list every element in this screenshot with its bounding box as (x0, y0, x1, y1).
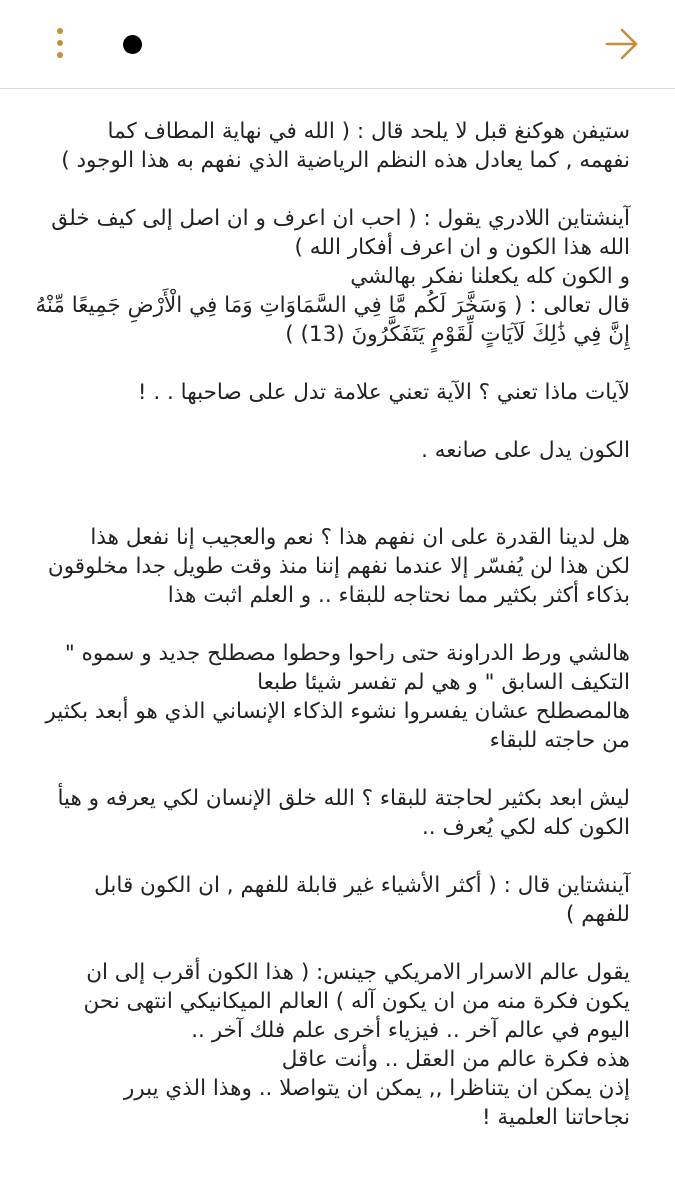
text-line: بذكاء أكثر بكثير مما نحتاجه للبقاء .. و العلم اثبت هذا (167, 583, 630, 608)
quran-verse-line: قال تعالى : ( وَسَخَّرَ لَكُم مَّا فِي السَّمَاوَاتِ وَمَا فِي الْأَرْضِ جَمِيعًا مِّنْهُ (35, 293, 630, 318)
text-line: من حاجته للبقاء (489, 728, 630, 753)
text-line: هالشي ورط الدراونة حتى راحوا وحطوا مصطلح جديد و سموه " (64, 641, 630, 666)
text-line: هذه فكرة عالم من العقل .. وأنت عاقل (281, 1047, 630, 1072)
text-line: ستيفن هوكنغ قبل لا يلحد قال : ( الله في نهاية المطاف كما (107, 119, 630, 144)
text-line: لكن هذا لن يُفسّر إلا عندما نفهم إننا منذ وقت طويل جدا مخلوقون (47, 554, 630, 579)
paragraph (30, 117, 630, 175)
paragraph (30, 378, 630, 407)
paragraph (30, 204, 630, 349)
top-app-bar (0, 0, 675, 89)
menu-dot (57, 28, 63, 34)
text-line: الكون يدل على صانعه . (421, 438, 630, 463)
text-line: الكون كله لكي يُعرف .. (421, 815, 630, 840)
menu-dot (57, 52, 63, 58)
text-line: و الكون كله يكعلنا نفكر بهالشي (350, 264, 630, 289)
text-line: ليش ابعد بكثير لحاجتة للبقاء ؟ الله خلق الإنسان لكي يعرفه و هيأ (57, 786, 630, 811)
post-body (30, 117, 630, 1161)
paragraph (30, 871, 630, 929)
quran-verse-line: إِنَّ فِي ذَٰلِكَ لَآيَاتٍ لِّقَوْمٍ يَتَفَكَّرُونَ (13) ) (285, 322, 630, 347)
text-line: للفهم ) (566, 902, 630, 927)
paragraph (30, 523, 630, 610)
paragraph (30, 784, 630, 842)
forward-arrow-icon[interactable] (600, 22, 644, 66)
text-line: آينشتاين قال : ( أكثر الأشياء غير قابلة للفهم , ان الكون قابل (94, 873, 630, 898)
text-line: يقول عالم الاسرار الامريكي جينس: ( هذا الكون أقرب إلى ان (86, 960, 630, 985)
record-dot-icon (123, 35, 142, 54)
text-line: لآيات ماذا تعني ؟ الآية تعني علامة تدل على صاحبها . . ! (137, 380, 630, 405)
text-line: هالمصطلح عشان يفسروا نشوء الذكاء الإنساني الذي هو أبعد بكثير (45, 699, 630, 724)
paragraph (30, 958, 630, 1132)
menu-dot (57, 40, 63, 46)
text-line: يكون فكرة منه من ان يكون آله ) العالم الميكانيكي انتهى نحن (83, 989, 630, 1014)
text-line: آينشتاين اللادري يقول : ( احب ان اعرف و ان اصل إلى كيف خلق (51, 206, 630, 231)
text-line: نجاحاتنا العلمية ! (481, 1105, 630, 1130)
more-options-icon[interactable] (48, 24, 72, 64)
text-line: التكيف السابق " و هي لم تفسر شيئا طبعا (257, 670, 630, 695)
arrow-right-icon (600, 22, 644, 66)
text-line: هل لدينا القدرة على ان نفهم هذا ؟ نعم والعجيب إنا نفعل هذا (90, 525, 630, 550)
text-line: نفهمه , كما يعادل هذه النظم الرياضية الذي نفهم به هذا الوجود ) (61, 148, 630, 173)
text-line: الله هذا الكون و ان اعرف أفكار الله ) (294, 235, 630, 260)
text-line: اليوم في عالم آخر .. فيزياء أخرى علم فلك آخر .. (191, 1018, 630, 1043)
paragraph (30, 639, 630, 755)
paragraph (30, 436, 630, 465)
text-line: إذن يمكن ان يتناظرا ,, يمكن ان يتواصلا .. وهذا الذي يبرر (123, 1076, 630, 1101)
